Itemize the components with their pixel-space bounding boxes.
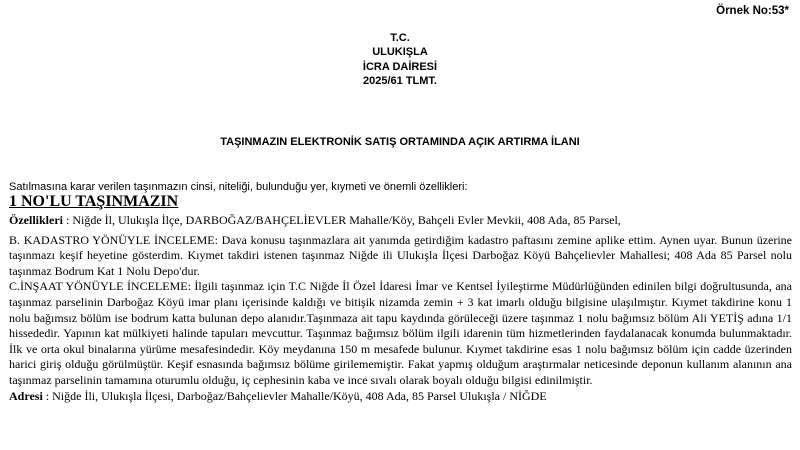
announcement-title: TAŞINMAZIN ELEKTRONİK SATIŞ ORTAMINDA AÇIK ARTIRMA İLANI	[220, 136, 580, 148]
features-paragraph	[9, 213, 792, 229]
property-heading: 1 NO'LU TAŞINMAZIN	[9, 193, 179, 210]
header-republic: T.C.	[390, 32, 410, 44]
document-header	[0, 31, 800, 88]
address-text: : Niğde İli, Ulukışla İlçesi, Darboğaz/Bahçelievler Mahalle/Köyü, 408 Ada, 85 Parsel Ulukışla / NİĞDE	[42, 388, 547, 403]
header-district: ULUKIŞLA	[372, 46, 428, 59]
address-paragraph	[9, 389, 792, 405]
features-label: Özellikleri	[9, 213, 63, 227]
features-text: : Niğde İl, Ulukışla İlçe, DARBOĞAZ/BAHÇELİEVLER Mahalle/Köy, Bahçeli Evler Mevkii, 408 Ada, 85 Parsel,	[62, 213, 621, 227]
sample-number: Örnek No:53*	[716, 5, 789, 17]
cadastre-paragraph: B. KADASTRO YÖNÜYLE İNCELEME: Dava konusu taşınmazlara ait yanımda getirdiğim kadastro paftasını zemine aplike ettim. Aynen uyar. Bunun üzerine taşınmazı keşif heyetine gösterdim. Kıymet takdiri istenen taşınmaz Niğde ili Ulukışla İlçesi Darboğaz Köyü Bahçelievler Mahallesi; 408 Ada 85 Parsel nolu taşınmaz Bodrum Kat 1 Nolu Depo'dur.	[9, 232, 792, 278]
header-file-number: 2025/61 TLMT.	[363, 74, 437, 87]
construction-paragraph: C.İNŞAAT YÖNÜYLE İNCELEME: İlgili taşınmaz için T.C Niğde İl Özel İdaresi İmar ve Kentsel İyileştirme Müdürlüğünden edinilen bilgi doğrultusunda, ana taşınmaz parselinin Darboğaz Köyü imar planı içerisinde kaldığı ve bitişik nizamda zemin + 3 kat imarlı olduğu bilgisine ulaşılmıştır. Kıymet takdirine konu 1 nolu bağımsız bölüm ise bodrum katta bulunan depo alanıdır.Taşınmaza ait tapu kaydında görüleceği üzere taşınmaz 1 nolu bağımsız bölüm Ali YETİŞ adına 1/1 hissededir. Yapının kat mülkiyeti halinde tapuları mevcuttur. Taşınmaz bağımsız bölüm ilgili idarenin tüm hizmetlerinden faydalanacak konumda bulunmaktadır. İlk ve orta okul binalarına yürüme mesafesindedir. Köy meydanına 150 m mesafede bulunur. Kıymet takdirine esas 1 nolu bağımsız bölüm için cadde üzerinden harici giriş olduğu görülmüştür. Keşif esnasında bağımsız bölüme girilememiştir. Fakat yapmış olduğum araştırmalar neticesinde deponun kullanım alanının ana taşınmaz parselinin tamamına oturumlu olduğu, iç cephesinin kaba ve ince sıvalı olarak boyalı olduğu bilgisi edinilmiştir.	[9, 279, 792, 387]
property-details	[9, 213, 792, 404]
intro-text: Satılmasına karar verilen taşınmazın cinsi, niteliği, bulunduğu yer, kıymeti ve önemli özellikleri:	[9, 181, 468, 193]
address-label: Adresi	[9, 388, 43, 403]
header-office: İCRA DAİRESİ	[362, 60, 438, 73]
